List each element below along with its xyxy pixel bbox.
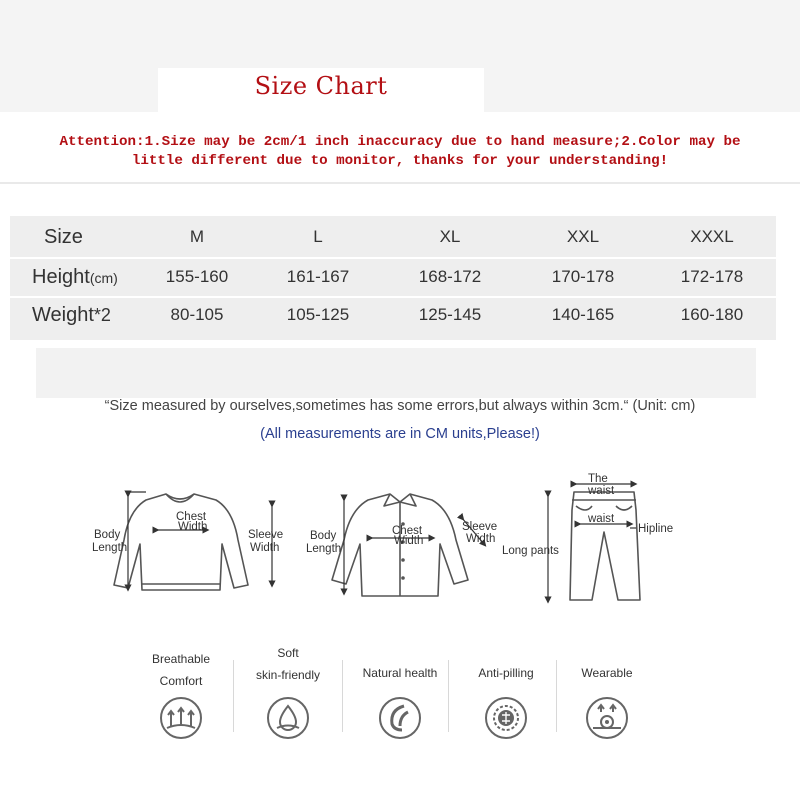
pants-diagram [500,470,700,610]
skin-friendly-icon [266,696,310,740]
height-xxl: 170-178 [551,267,615,286]
table-header-row [10,218,776,256]
shirt-illustration [304,484,514,614]
height-label: Height [32,266,90,288]
page-title: Size Chart [254,72,388,100]
weight-xxxl: 160-180 [680,305,744,324]
wearable-icon [585,696,629,740]
feature-label: skin-friendly [255,668,321,682]
sweater-body-label-2: Length [92,542,128,554]
column-header-xxl: XXL [566,227,600,246]
sweater-chest-label-2: Width [178,521,208,533]
pants-waist-label: waist [588,513,615,525]
feature-label: Comfort [159,674,203,688]
weight-m: 80-105 [170,305,224,324]
feature-divider [448,660,449,732]
row-label-height [32,258,162,296]
column-header-m: M [189,227,205,246]
shirt-diagram [304,484,514,614]
pants-long-label: Long pants [502,545,559,557]
height-l: 161-167 [286,267,350,286]
shirt-chest-label-2: Width [394,535,424,547]
natural-health-icon [378,696,422,740]
column-header-xl: XL [439,227,461,246]
weight-l: 105-125 [286,305,350,324]
height-unit: (cm) [89,270,118,286]
feature-natural-health [350,662,450,740]
feature-skin-friendly [238,642,338,740]
sweater-body-label-1: Body [94,529,121,541]
feature-label: Wearable [581,666,633,680]
feature-breathable [131,648,231,740]
pants-hipline-label: Hipline [638,523,674,535]
sweater-diagram [88,480,298,610]
height-xxxl: 172-178 [680,267,744,286]
weight-unit: *2 [93,305,111,325]
table-row [10,296,776,334]
weight-xl: 125-145 [418,305,482,324]
feature-label: Natural health [362,666,438,680]
column-header-size: Size [44,226,83,248]
shirt-sleeve-label-1: Sleeve [462,521,498,533]
attention-notice [8,133,792,171]
weight-label: Weight [32,304,94,326]
height-m: 155-160 [165,267,229,286]
title-box [158,68,484,112]
measurement-note: “Size measured by ourselves,sometimes has some errors,but always within 3cm.“ (Unit: cm) [104,398,696,414]
column-header-l: L [313,227,323,246]
sweater-sleeve-label-2: Width [250,542,280,554]
feature-label: Breathable [151,652,211,666]
table-row [10,258,776,296]
divider [0,182,800,184]
height-xl: 168-172 [418,267,482,286]
shirt-body-label-2: Length [306,543,342,555]
attention-line-1: Attention:1.Size may be 2cm/1 inch inaccuracy due to hand measure;2.Color may be [59,134,741,150]
shirt-body-label-1: Body [310,530,337,542]
column-header-xxxl: XXXL [690,227,734,246]
shirt-chest-label-1: Chest [392,525,423,537]
pants-waist-top-label: waist [588,485,615,497]
feature-divider [342,660,343,732]
anti-pilling-icon [484,696,528,740]
table-divider [10,257,776,259]
units-note: (All measurements are in CM units,Please!) [260,426,540,442]
feature-label: Anti-pilling [478,666,534,680]
row-label-weight [32,296,162,334]
breathable-icon [159,696,203,740]
sweater-illustration [88,480,298,610]
shirt-sleeve-label-2: Width [466,533,496,545]
spacer-strip [36,348,756,398]
feature-divider [233,660,234,732]
table-divider [10,296,776,298]
feature-label: Soft [277,646,299,660]
sweater-sleeve-label-1: Sleeve [248,529,284,541]
pants-the-label: The [588,473,608,485]
sweater-chest-label-1: Chest [176,511,207,523]
attention-line-2: little different due to monitor, thanks for your understanding! [131,153,669,169]
pants-illustration [500,470,700,610]
feature-anti-pilling [456,662,556,740]
feature-wearable [557,662,657,740]
weight-xxl: 140-165 [551,305,615,324]
size-table [10,216,776,340]
